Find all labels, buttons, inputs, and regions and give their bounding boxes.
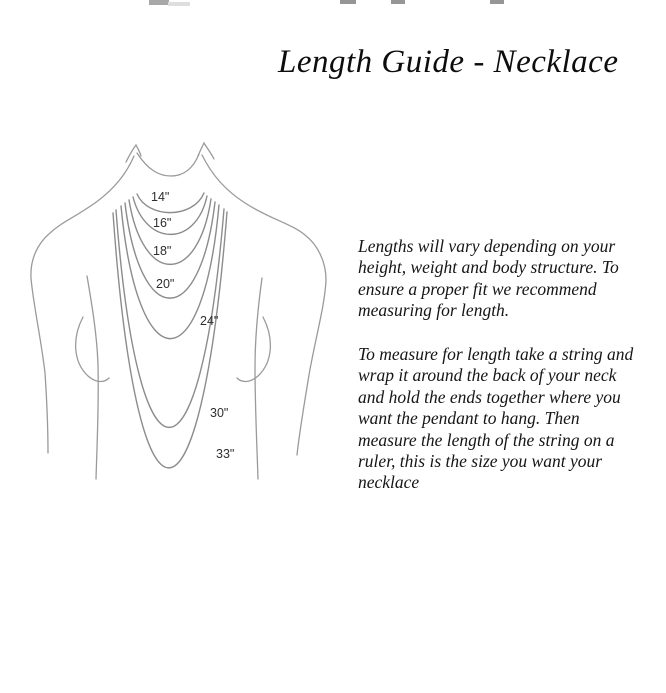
text-line: ensure a proper fit we recommend [358,278,597,299]
necklace-size-label-18: 18" [153,244,172,258]
necklace-size-label-24: 24" [200,314,219,328]
necklace-size-label-33: 33" [216,447,235,461]
text-line: necklace [358,472,420,493]
right-jaw-line [198,143,214,159]
torso-outline [31,143,326,479]
text-line: measure the length of the string on a [358,429,615,450]
left-inner-arm-line [87,276,98,479]
page-title: Length Guide - Necklace [278,44,619,80]
text-line: want the pendant to hang. Then [358,408,580,429]
text-line: ruler, this is the size you want your [358,450,603,471]
necklace-size-label-14: 14" [151,190,170,204]
necklace-curve-14in [137,193,204,213]
left-shoulder-arm-outline [31,156,134,453]
intro-paragraph [358,236,619,322]
necklace-size-label-20: 20" [156,277,175,291]
necklace-size-label-30: 30" [210,406,229,420]
text-line: wrap it around the back of your neck [358,365,617,386]
text-line: and hold the ends together where you [358,386,621,407]
necklace-curves [113,193,227,468]
left-breast-curve [76,317,109,382]
necklace-size-label-16: 16" [153,216,172,230]
text-line: measuring for length. [358,300,510,321]
measuring-instructions-paragraph [358,344,633,494]
text-line: To measure for length take a string and [358,344,634,364]
right-breast-curve [237,317,270,382]
text-line: Lengths will vary depending on your [358,236,616,256]
text-line: height, weight and body structure. To [358,257,619,278]
chin-neckline [137,153,199,176]
right-inner-arm-line [255,278,262,479]
left-jaw-line [126,145,141,162]
